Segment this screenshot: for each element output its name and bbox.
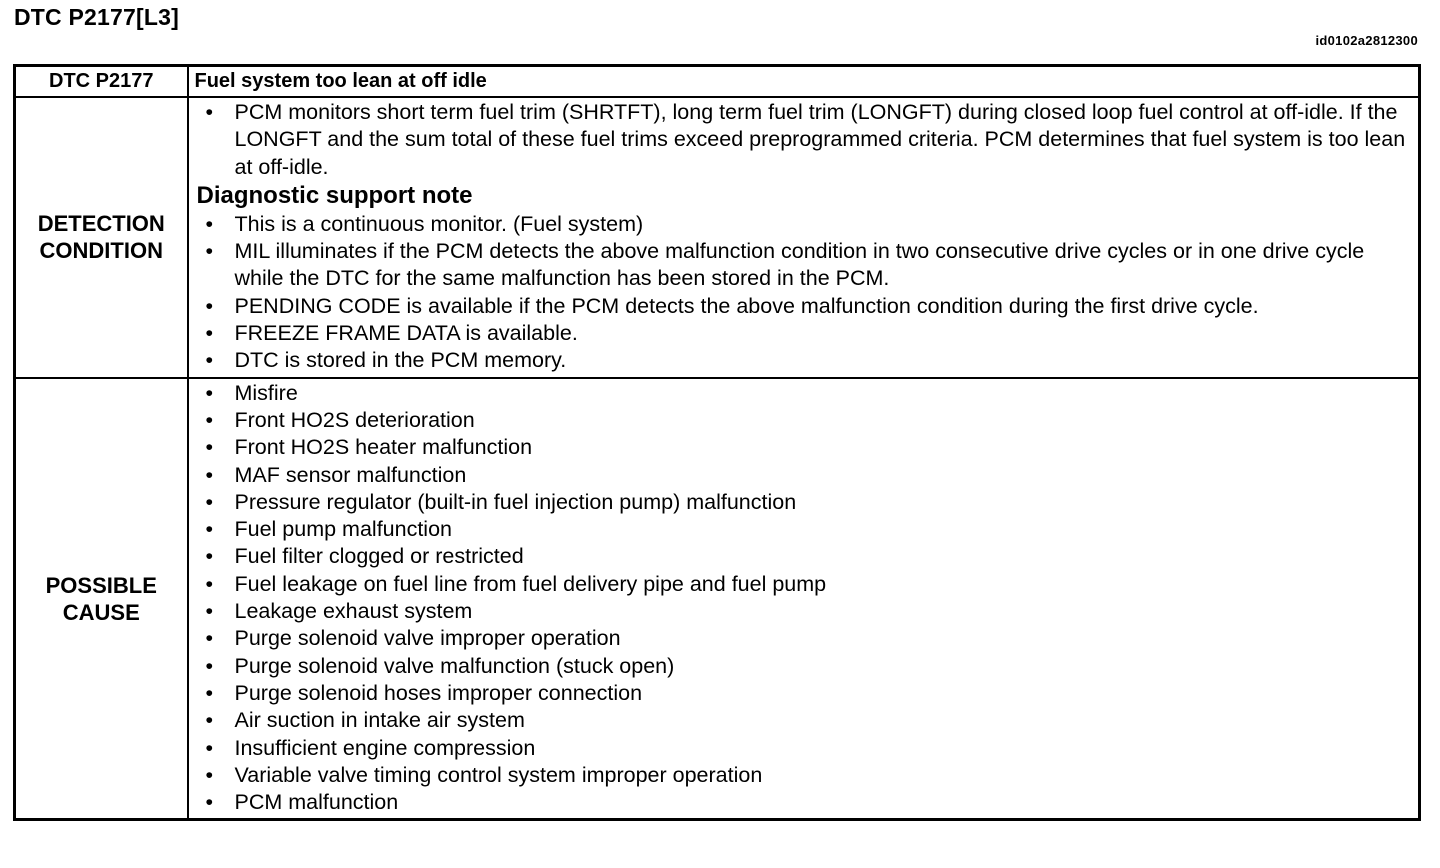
diagnostic-note-list — [197, 211, 1411, 375]
possible-cause-row — [15, 378, 1420, 820]
list-item: • Purge solenoid hoses improper connection — [197, 680, 1411, 707]
list-item: • Front HO2S deterioration — [197, 407, 1411, 434]
label-line: POSSIBLE — [45, 572, 157, 598]
list-item: • Insufficient engine compression — [197, 735, 1411, 762]
list-item: • Pressure regulator (built-in fuel injection pump) malfunction — [197, 489, 1411, 516]
label-line: CONDITION — [39, 238, 163, 264]
possible-cause-label — [15, 378, 188, 820]
list-item: • Front HO2S heater malfunction — [197, 434, 1411, 461]
detection-intro-list — [197, 99, 1411, 181]
list-item: • Fuel pump malfunction — [197, 516, 1411, 543]
possible-cause-list — [197, 380, 1411, 817]
list-item: • PCM malfunction — [197, 789, 1411, 816]
detection-condition-label — [15, 97, 188, 378]
list-item: • Fuel filter clogged or restricted — [197, 543, 1411, 570]
list-item: • Purge solenoid valve malfunction (stuck open) — [197, 653, 1411, 680]
list-item: • MAF sensor malfunction — [197, 462, 1411, 489]
list-item: • Air suction in intake air system — [197, 707, 1411, 734]
dtc-description-cell: Fuel system too lean at off idle — [188, 66, 1420, 98]
diagnostic-support-note-heading: Diagnostic support note — [196, 181, 473, 209]
list-item: • FREEZE FRAME DATA is available. — [197, 320, 1411, 347]
list-item: • Variable valve timing control system improper operation — [197, 762, 1411, 789]
page-title: DTC P2177[L3] — [14, 4, 179, 30]
label-line: CAUSE — [62, 599, 140, 625]
list-item: • DTC is stored in the PCM memory. — [197, 347, 1411, 374]
list-item: • PENDING CODE is available if the PCM detects the above malfunction condition during the first drive cycle. — [197, 293, 1411, 320]
list-item: • Leakage exhaust system — [197, 598, 1411, 625]
possible-cause-content — [188, 378, 1420, 820]
list-item: • Misfire — [197, 380, 1411, 407]
label-line: DETECTION — [37, 211, 165, 237]
header-row — [15, 66, 1420, 98]
list-item: • MIL illuminates if the PCM detects the above malfunction condition in two consecutive drive cycles or in one drive cycle while the DTC for the same malfunction has been stored in the PCM. — [197, 238, 1411, 293]
list-item: • Purge solenoid valve improper operation — [197, 625, 1411, 652]
list-item: • Fuel leakage on fuel line from fuel delivery pipe and fuel pump — [197, 571, 1411, 598]
document-id: id0102a2812300 — [1315, 33, 1418, 48]
list-item: • PCM monitors short term fuel trim (SHRTFT), long term fuel trim (LONGFT) during closed loop fuel control at off-idle. If the LONGFT and the sum total of these fuel trims exceed preprogrammed criteria. PCM determines that fuel system is too lean at off-idle. — [197, 99, 1411, 181]
detection-condition-content — [188, 97, 1420, 378]
dtc-code-cell: DTC P2177 — [15, 66, 188, 98]
detection-condition-row — [15, 97, 1420, 378]
list-item: • This is a continuous monitor. (Fuel system) — [197, 211, 1411, 238]
dtc-table — [13, 64, 1421, 821]
